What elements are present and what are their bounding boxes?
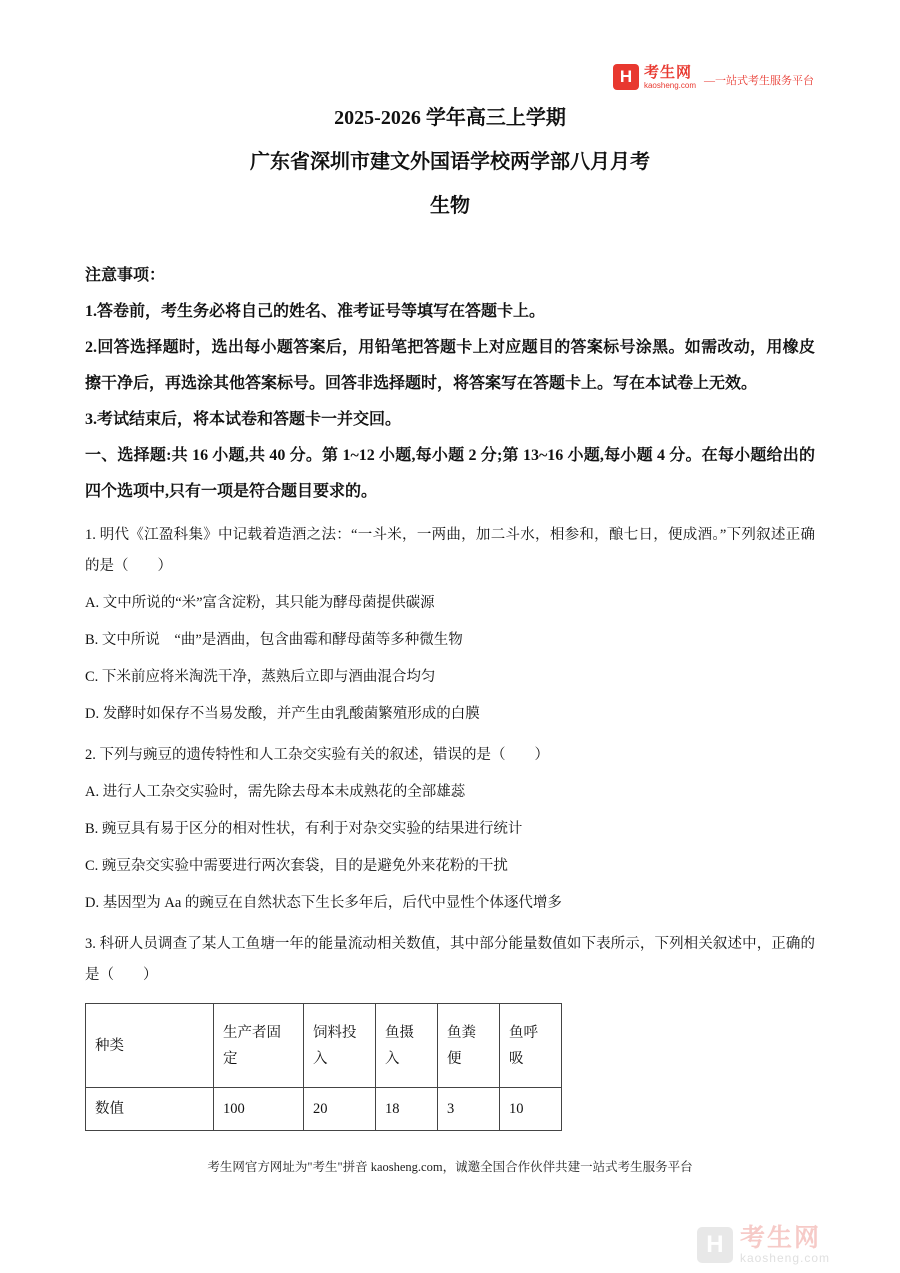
watermark-brand: 考生网: [739, 1224, 821, 1252]
logo-brand: 考生网: [643, 63, 692, 81]
watermark-text-block: [740, 1225, 830, 1265]
exam-school-title: 广东省深圳市建文外国语学校两学部八月月考: [250, 151, 650, 173]
table-row-label: 数值: [86, 1088, 214, 1131]
exam-term-title: 2025-2026 学年高三上学期: [334, 107, 566, 129]
table-header-species: 种类: [86, 1004, 214, 1088]
questions-block: [85, 520, 815, 991]
question-2-option-b: B. 豌豆具有易于区分的相对性状，有利于对杂交实验的结果进行统计: [85, 821, 523, 837]
question-3: [85, 929, 815, 991]
notice-item-2: 2.回答选择题时，选出每小题答案后，用铅笔把答题卡上对应题目的答案标号涂黑。如需改动，用橡皮擦干净后，再选涂其他答案标号。回答非选择题时，将答案写在答题卡上。写在本试卷上无效。: [85, 339, 815, 392]
question-1-option-d: D. 发酵时如保存不当易发酸，并产生由乳酸菌繁殖形成的白膜: [85, 706, 480, 722]
watermark-domain: kaosheng.com: [739, 1251, 830, 1265]
question-1-option-a: A. 文中所说的“米”富含淀粉，其只能为酵母菌提供碳源: [85, 595, 435, 611]
notice-item-3: 3.考试结束后，将本试卷和答题卡一并交回。: [85, 411, 402, 428]
question-1-stem: 1. 明代《江盈科集》中记载着造酒之法：“一斗米，一两曲，加二斗水，相参和，酿七日，便成酒。”下列叙述正确的是（ ）: [85, 527, 815, 574]
notice-heading: 注意事项：: [85, 267, 166, 284]
table-header-row: [86, 1004, 562, 1088]
table-header-fish-feces: 鱼粪便: [438, 1004, 500, 1088]
footer-note: 考生网官方网址为"考生"拼音 kaosheng.com，诚邀全国合作伙伴共建一站式考生服务平台: [207, 1160, 693, 1174]
question-2-stem: 2. 下列与豌豆的遗传特性和人工杂交实验有关的叙述，错误的是（ ）: [85, 747, 549, 763]
logo-domain: kaosheng.com: [643, 80, 696, 90]
notice-section: [85, 258, 815, 510]
question-1-option-c: C. 下米前应将米淘洗干净，蒸熟后立即与酒曲混合均匀: [85, 669, 436, 685]
table-header-producer-fixed: 生产者固定: [214, 1004, 304, 1088]
table-value-producer-fixed: 100: [214, 1088, 304, 1131]
question-2-option-a: A. 进行人工杂交实验时，需先除去母本未成熟花的全部雄蕊: [85, 784, 466, 800]
table-value-fish-intake: 18: [376, 1088, 438, 1131]
watermark-logo: [697, 1225, 830, 1265]
table-value-fish-respiration: 10: [500, 1088, 562, 1131]
question-3-stem: 3. 科研人员调查了某人工鱼塘一年的能量流动相关数值，其中部分能量数值如下表所示，下列相关叙述中，正确的是（ ）: [85, 936, 815, 983]
energy-flow-table: [85, 1003, 562, 1131]
table-value-feed-input: 20: [304, 1088, 376, 1131]
table-value-fish-feces: 3: [438, 1088, 500, 1131]
question-2-option-c: C. 豌豆杂交实验中需要进行两次套袋，目的是避免外来花粉的干扰: [85, 858, 508, 874]
table-header-fish-respiration: 鱼呼吸: [500, 1004, 562, 1088]
watermark-icon: H: [697, 1227, 733, 1263]
logo-text-block: [644, 65, 696, 90]
section-heading: 一、选择题:共 16 小题,共 40 分。第 1~12 小题,每小题 2 分;第 13~16 小题,每小题 4 分。在每小题给出的四个选项中,只有一项是符合题目要求的。: [85, 447, 815, 500]
question-1-option-b: B. 文中所说 “曲”是酒曲，包含曲霉和酵母菌等多种微生物: [85, 632, 463, 648]
table-header-fish-intake: 鱼摄入: [376, 1004, 438, 1088]
question-1: [85, 520, 815, 730]
kaosheng-logo: [613, 64, 814, 90]
table-value-row: [86, 1088, 562, 1131]
title-block: [85, 106, 815, 218]
watermark-row: [697, 1225, 830, 1265]
exam-subject-title: 生物: [430, 195, 470, 217]
question-2-option-d: D. 基因型为 Aa 的豌豆在自然状态下生长多年后，后代中显性个体逐代增多: [85, 895, 562, 911]
kaosheng-logo-icon: H: [613, 64, 639, 90]
question-2: [85, 740, 815, 919]
logo-tagline: —一站式考生服务平台: [704, 75, 814, 87]
table-header-feed-input: 饲料投入: [304, 1004, 376, 1088]
notice-item-1: 1.答卷前，考生务必将自己的姓名、准考证号等填写在答题卡上。: [85, 303, 546, 320]
